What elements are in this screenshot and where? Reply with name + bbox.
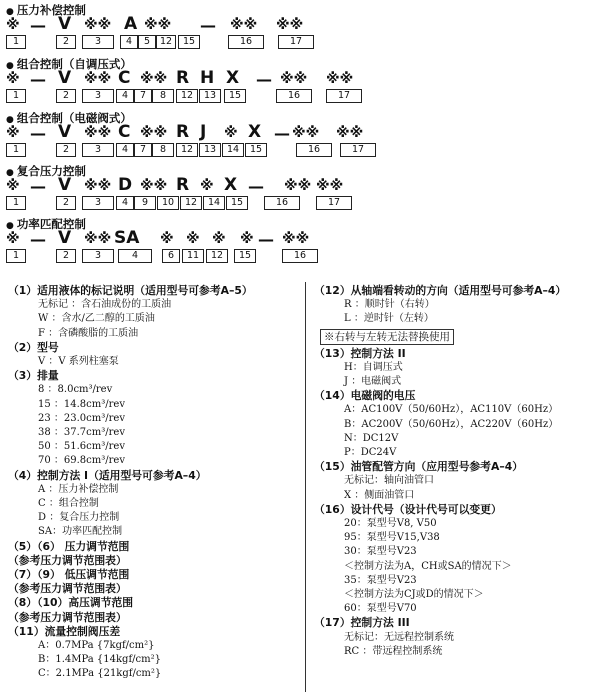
legend-item: 70 ：69.8cm³/rev — [38, 455, 125, 467]
code-position-box: 12 — [156, 35, 176, 49]
legend-heading: （15）油管配管方向（应用型号参考A–4） — [314, 460, 524, 474]
legend-item: P：DC24V — [344, 447, 397, 459]
code-token: ※※ — [84, 231, 112, 247]
code-token: ※ — [6, 125, 20, 141]
column-divider — [305, 282, 306, 692]
code-token: — — [200, 16, 216, 35]
code-position-box: 16 — [228, 35, 264, 49]
bullet-icon: ● — [6, 221, 14, 231]
legend-item: 无标记 ：含石油成份的工质油 — [38, 299, 172, 311]
legend-item: ＜控制方法为A，CH或SA的情况下＞ — [344, 560, 512, 572]
code-position-box: 17 — [316, 196, 352, 210]
code-position-box: 1 — [6, 89, 26, 103]
legend-left-column — [8, 284, 303, 682]
code-position-box: 15 — [234, 249, 256, 263]
legend-heading: （11）流量控制阀压差 — [8, 624, 121, 638]
code-token: R — [176, 68, 190, 88]
code-position-box: 11 — [182, 249, 204, 263]
code-position-box: 14 — [203, 196, 225, 210]
code-position-box: 14 — [222, 143, 244, 157]
code-token: ※※ — [292, 125, 320, 141]
legend-item: F ：含磷酸脂的工质油 — [38, 327, 139, 339]
legend-item: A：0.7MPa {7kgf/cm²} — [38, 640, 155, 652]
code-position-box: 15 — [224, 89, 246, 103]
code-position-box: 1 — [6, 35, 26, 49]
code-position-box: 13 — [199, 89, 221, 103]
code-section — [6, 56, 354, 106]
code-token: ※※ — [140, 178, 168, 194]
code-token: ※※ — [280, 71, 308, 87]
legend-item: B：AC200V（50/60Hz），AC220V（60Hz） — [344, 418, 559, 430]
code-position-box: 4 — [116, 196, 134, 210]
legend-item: 30：泵型号V23 — [344, 546, 417, 558]
legend-item: D ：复合压力控制 — [38, 512, 120, 524]
legend-item: R ：顺时针（右转） — [344, 299, 435, 311]
code-position-box: 2 — [56, 35, 76, 49]
code-token: — — [30, 230, 46, 249]
legend-item: L ：逆时针（左转） — [344, 313, 434, 325]
code-token: ※※ — [140, 71, 168, 87]
code-position-box: 12 — [180, 196, 202, 210]
code-position-box: 17 — [326, 89, 362, 103]
code-token: ※※ — [84, 71, 112, 87]
code-token: ※※ — [336, 125, 364, 141]
bullet-icon: ● — [6, 7, 14, 17]
code-position-box: 8 — [152, 89, 174, 103]
code-position-box: 2 — [56, 89, 76, 103]
code-position-box: 4 — [120, 35, 138, 49]
code-token: V — [58, 122, 72, 142]
legend-item: X ：侧面油管口 — [344, 489, 415, 501]
code-token: — — [248, 177, 264, 196]
legend-heading: （13）控制方法 II — [314, 346, 406, 360]
code-token: — — [30, 70, 46, 89]
code-token: ※ — [6, 231, 20, 247]
code-token: ※ — [186, 231, 200, 247]
code-position-box: 1 — [6, 196, 26, 210]
code-position-box: 3 — [82, 196, 114, 210]
legend-item: H：自调压式 — [344, 361, 403, 373]
code-token: — — [258, 230, 274, 249]
legend-item: V ：V 系列柱塞泵 — [38, 356, 119, 368]
section-title-text: 组合控制（电磁阀式） — [16, 111, 132, 125]
code-position-box: 15 — [226, 196, 248, 210]
code-position-box: 13 — [199, 143, 221, 157]
legend-item: 8 ：8.0cm³/rev — [38, 384, 113, 396]
legend-item: C：2.1MPa {21kgf/cm²} — [38, 668, 162, 680]
code-token: A — [124, 14, 138, 34]
code-position-box: 7 — [134, 143, 152, 157]
code-token: V — [58, 175, 72, 195]
bullet-icon: ● — [6, 115, 14, 125]
legend-item: 35：泵型号V23 — [344, 574, 417, 586]
code-position-box: 12 — [176, 89, 198, 103]
code-token: ※※ — [276, 17, 304, 33]
code-position-box: 5 — [138, 35, 156, 49]
code-token: ※※ — [326, 71, 354, 87]
code-position-box: 7 — [134, 89, 152, 103]
code-position-box: 10 — [157, 196, 179, 210]
code-position-box: 16 — [264, 196, 300, 210]
code-token: ※ — [240, 231, 254, 247]
legend-item: B：1.4MPa {14kgf/cm²} — [38, 654, 161, 666]
code-position-box: 4 — [118, 249, 152, 263]
code-token: V — [58, 14, 72, 34]
code-token: ※※ — [282, 231, 310, 247]
code-token: ※※ — [84, 178, 112, 194]
legend-item: SA：功率匹配控制 — [38, 526, 123, 538]
legend-heading: （5）（6） 压力调节范围 — [8, 539, 130, 553]
code-token: — — [30, 16, 46, 35]
legend-heading: （3）排量 — [8, 369, 59, 383]
code-position-box: 9 — [134, 196, 156, 210]
code-section — [6, 110, 365, 160]
warning-note: ※右转与左转无法替换使用 — [320, 329, 454, 345]
code-token: H — [200, 68, 215, 88]
legend-item: 50 ：51.6cm³/rev — [38, 441, 125, 453]
code-section — [6, 163, 344, 213]
code-position-box: 1 — [6, 249, 26, 263]
legend-item: 23 ：23.0cm³/rev — [38, 412, 125, 424]
code-token: D — [118, 175, 133, 195]
code-position-box: 8 — [152, 143, 174, 157]
code-position-box: 15 — [245, 143, 267, 157]
legend-heading: （4）控制方法 I（适用型号可参考A–4） — [8, 468, 207, 482]
code-token: X — [248, 122, 262, 142]
legend-heading: （17）控制方法 III — [314, 616, 410, 630]
code-token: ※ — [200, 178, 214, 194]
code-token: ※ — [224, 125, 238, 141]
code-token: X — [226, 68, 240, 88]
legend-heading: （8）（10）高压调节范围 — [8, 596, 134, 610]
code-position-box: 2 — [56, 196, 76, 210]
legend-item: J ：电磁阀式 — [344, 376, 402, 388]
code-token: C — [118, 68, 131, 88]
legend-heading: （参考压力调节范围表） — [8, 553, 127, 567]
code-position-box: 3 — [82, 89, 114, 103]
bullet-icon: ● — [6, 61, 14, 71]
legend-item: A：AC100V（50/60Hz），AC110V（60Hz） — [344, 404, 559, 416]
code-position-box: 16 — [296, 143, 332, 157]
code-token: ※※ — [84, 125, 112, 141]
section-title-text: 功率匹配控制 — [16, 217, 86, 231]
code-section — [6, 2, 336, 52]
code-position-box: 4 — [116, 89, 134, 103]
legend-heading: （1）适用液体的标记说明（适用型号可参考A–5） — [8, 284, 253, 297]
legend-item: N：DC12V — [344, 432, 399, 444]
code-token: SA — [114, 228, 140, 248]
code-token: V — [58, 68, 72, 88]
code-token: J — [200, 122, 207, 142]
section-title-text: 压力补偿控制 — [16, 3, 86, 17]
legend-item: ＜控制方法为CJ或D的情况下＞ — [344, 589, 484, 601]
code-token: ※※ — [230, 17, 258, 33]
code-token: — — [274, 124, 290, 143]
code-token: R — [176, 175, 190, 195]
legend-heading: （7）（9） 低压调节范围 — [8, 568, 130, 582]
legend-item: 15 ：14.8cm³/rev — [38, 398, 125, 410]
warning-note-row — [314, 327, 596, 347]
legend-item: RC ：带远程控制系统 — [344, 645, 443, 657]
code-token: C — [118, 122, 131, 142]
bullet-icon: ● — [6, 168, 14, 178]
legend-item: 38 ：37.7cm³/rev — [38, 427, 125, 439]
code-token: X — [224, 175, 238, 195]
code-token: ※※ — [284, 178, 312, 194]
code-section — [6, 216, 336, 266]
code-position-box: 12 — [206, 249, 228, 263]
legend-heading: （14）电磁阀的电压 — [314, 389, 416, 403]
legend-heading: （12）从轴端看转动的方向（适用型号可参考A–4） — [314, 284, 567, 297]
legend-heading: （参考压力调节范围表） — [8, 582, 127, 596]
code-position-box: 1 — [6, 143, 26, 157]
code-position-box: 4 — [116, 143, 134, 157]
legend-right-column — [314, 284, 596, 659]
code-token: ※※ — [84, 17, 112, 33]
legend-item: W ：含水/乙二醇的工质油 — [38, 313, 155, 325]
legend-item: 20：泵型号V8, V50 — [344, 518, 437, 530]
code-position-box: 17 — [340, 143, 376, 157]
legend-item: C ：组合控制 — [38, 498, 99, 510]
code-token: — — [256, 70, 272, 89]
code-position-box: 3 — [82, 143, 114, 157]
code-token: ※ — [6, 178, 20, 194]
code-position-box: 17 — [278, 35, 314, 49]
code-token: ※ — [6, 17, 20, 33]
code-token: ※※ — [140, 125, 168, 141]
code-token: ※ — [6, 71, 20, 87]
legend-heading: （16）设计代号（设计代号可以变更） — [314, 502, 502, 516]
code-token: ※※ — [144, 17, 172, 33]
section-title-text: 组合控制（自调压式） — [16, 57, 132, 71]
legend-item: 95：泵型号V15,V38 — [344, 532, 440, 544]
code-token: — — [30, 177, 46, 196]
section-title-text: 复合压力控制 — [16, 164, 86, 178]
code-token: V — [58, 228, 72, 248]
code-token: ※ — [160, 231, 174, 247]
legend-item: A ：压力补偿控制 — [38, 483, 119, 495]
code-position-box: 16 — [282, 249, 318, 263]
code-position-box: 16 — [276, 89, 312, 103]
legend-item: 60：泵型号V70 — [344, 603, 417, 615]
code-position-box: 3 — [82, 35, 114, 49]
legend-heading: （参考压力调节范围表） — [8, 610, 127, 624]
code-token: ※ — [212, 231, 226, 247]
legend-heading: （2）型号 — [8, 340, 59, 354]
code-position-box: 12 — [176, 143, 198, 157]
legend-item: 无标记：轴向油管口 — [344, 475, 434, 487]
code-position-box: 6 — [162, 249, 180, 263]
code-position-box: 2 — [56, 249, 76, 263]
code-position-box: 2 — [56, 143, 76, 157]
code-token: — — [30, 124, 46, 143]
code-position-box: 3 — [82, 249, 114, 263]
code-token: ※※ — [316, 178, 344, 194]
code-token: R — [176, 122, 190, 142]
code-position-box: 15 — [178, 35, 200, 49]
legend-item: 无标记：无远程控制系统 — [344, 631, 454, 643]
